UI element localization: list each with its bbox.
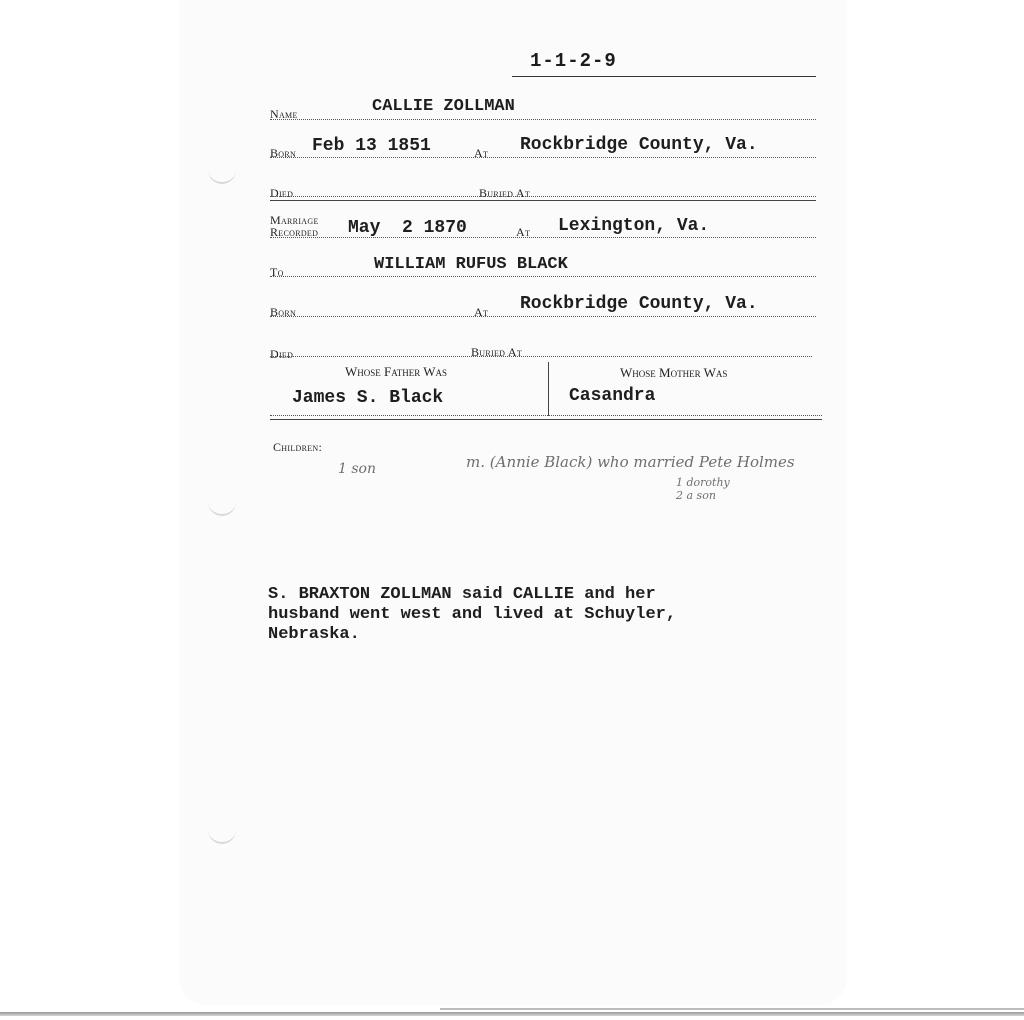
spouse-died-label: Died bbox=[270, 347, 294, 361]
to-label: To bbox=[270, 265, 284, 279]
scan-edge-line bbox=[440, 1008, 1024, 1010]
binder-hole bbox=[208, 156, 236, 184]
marriage-at-label: At bbox=[516, 225, 531, 239]
parents-line bbox=[270, 415, 822, 416]
spouse-buried-at-label: Buried At bbox=[471, 345, 523, 359]
typed-note: S. BRAXTON ZOLLMAN said CALLIE and her husband went west and lived at Schuyler, Nebraska. bbox=[268, 585, 677, 644]
spouse-born-at-label: At bbox=[474, 305, 489, 319]
person-born-date: Feb 13 1851 bbox=[312, 136, 431, 156]
name-line bbox=[270, 119, 816, 120]
parents-divider bbox=[548, 362, 549, 416]
mother-heading: Whose Mother Was bbox=[620, 365, 728, 380]
born-line bbox=[270, 157, 816, 158]
scan-edge-shadow bbox=[0, 1012, 1024, 1016]
children-label: Children: bbox=[273, 440, 323, 454]
died-label: Died bbox=[270, 186, 294, 200]
father-heading: Whose Father Was bbox=[345, 364, 448, 379]
mother-name: Casandra bbox=[569, 386, 656, 406]
recorded-label: Recorded bbox=[270, 225, 319, 239]
died-line bbox=[270, 196, 816, 197]
spouse-born-place: Rockbridge County, Va. bbox=[520, 294, 758, 314]
section-divider bbox=[270, 200, 816, 201]
card-number: 1-1-2-9 bbox=[530, 50, 617, 72]
spouse-born-label: Born bbox=[270, 305, 297, 319]
marriage-line bbox=[270, 237, 816, 238]
handwritten-grandchild: 1 dorothy bbox=[676, 476, 730, 489]
marriage-date: May 2 1870 bbox=[348, 218, 467, 238]
to-line bbox=[270, 276, 816, 277]
parents-divider-line bbox=[270, 419, 822, 420]
marriage-place: Lexington, Va. bbox=[558, 216, 710, 236]
spouse-died-line bbox=[270, 356, 812, 357]
card-number-underline bbox=[512, 76, 816, 77]
name-label: Name bbox=[270, 107, 298, 121]
spouse-name: WILLIAM RUFUS BLACK bbox=[374, 255, 568, 274]
father-name: James S. Black bbox=[292, 388, 444, 408]
handwritten-child-note: m. (Annie Black) who married Pete Holmes bbox=[466, 453, 795, 471]
spouse-born-line bbox=[270, 316, 816, 317]
handwritten-child-count: 1 son bbox=[338, 461, 376, 477]
person-name: CALLIE ZOLLMAN bbox=[372, 97, 515, 116]
marriage-label: Marriage bbox=[270, 213, 319, 227]
buried-at-label: Buried At bbox=[479, 186, 531, 200]
born-at-label: At bbox=[474, 146, 489, 160]
person-born-place: Rockbridge County, Va. bbox=[520, 135, 758, 155]
born-label: Born bbox=[270, 146, 297, 160]
binder-hole bbox=[208, 816, 236, 844]
binder-hole bbox=[208, 488, 236, 516]
handwritten-grandchild-2: 2 a son bbox=[676, 489, 716, 502]
